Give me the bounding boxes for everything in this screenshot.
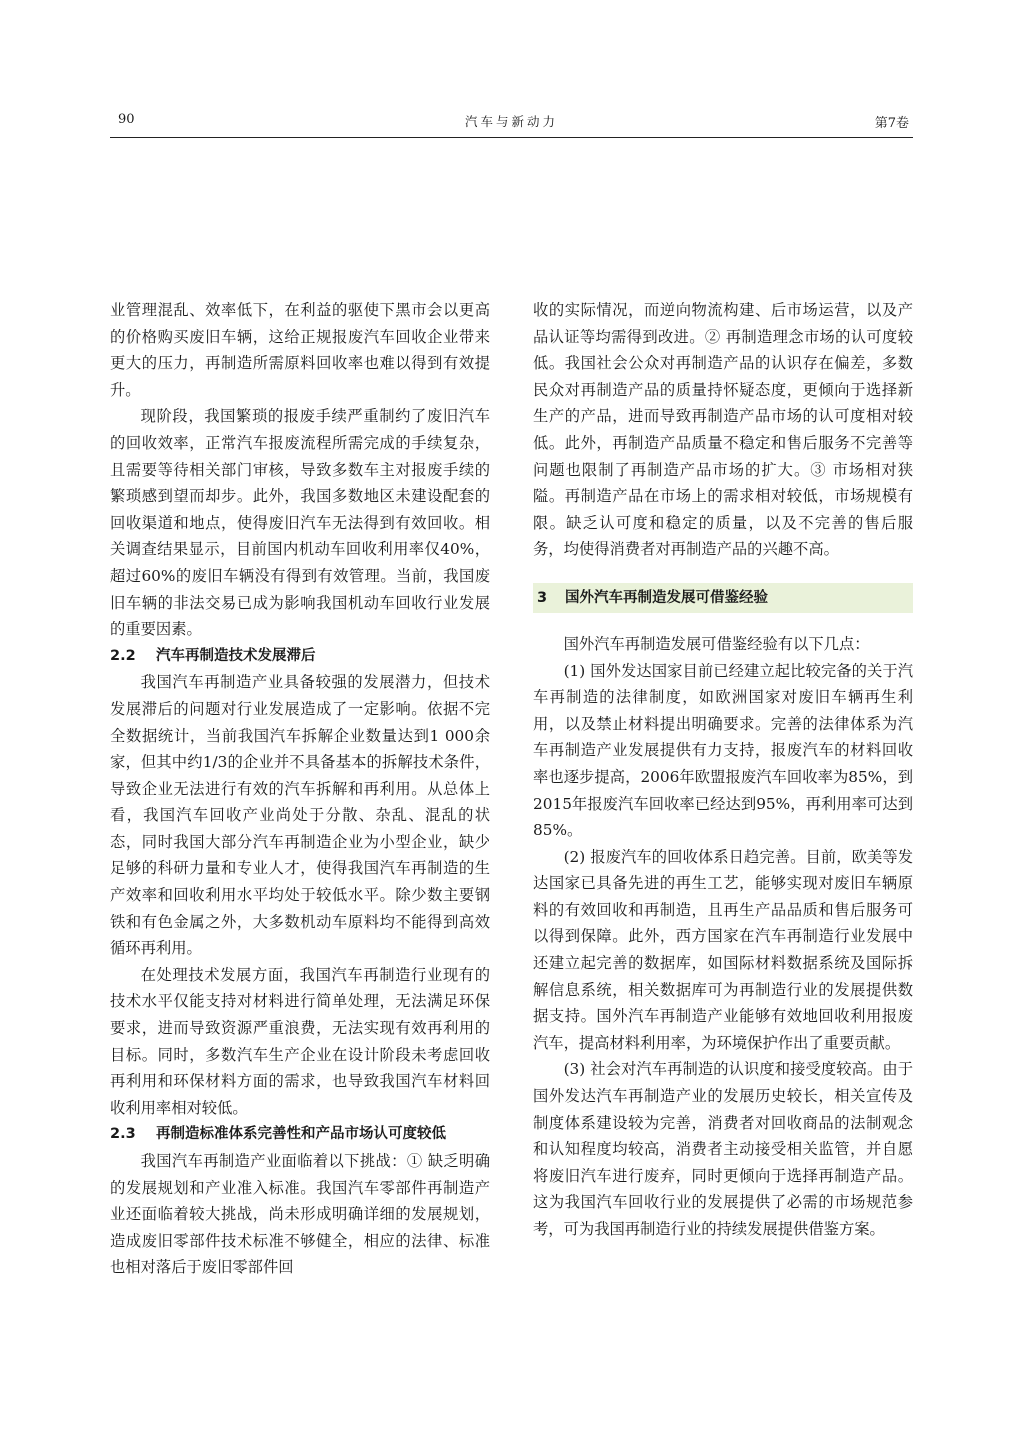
section-heading-2-3 — [110, 1121, 490, 1148]
section-number: 3 — [537, 589, 548, 606]
right-column — [533, 297, 913, 1243]
section-heading-2-2 — [110, 643, 490, 670]
paragraph: 在处理技术发展方面，我国汽车再制造行业现有的技术水平仅能支持对材料进行简单处理，无法满足环保要求，进而导致资源严重浪费，无法实现有效再利用的目标。同时，多数汽车生产企业在设计阶段未考虑回收再利用和环保材料方面的需求，也导致我国汽车材料回收利用率相对较低。 — [110, 965, 490, 1117]
paragraph: 业管理混乱、效率低下，在利益的驱使下黑市会以更高的价格购买废旧车辆，这给正规报废汽车回收企业带来更大的压力，再制造所需原料回收率也难以得到有效提升。 — [110, 301, 490, 399]
section-number: 2.2 — [110, 647, 136, 664]
left-column — [110, 297, 490, 1281]
section-number: 2.3 — [110, 1126, 136, 1143]
paragraph: 现阶段，我国繁琐的报废手续严重制约了废旧汽车的回收效率，正常汽车报废流程所需完成的手续复杂，且需要等待相关部门审核，导致多数车主对报废手续的繁琐感到望而却步。此外，我国多数地区未建设配套的回收渠道和地点，使得废旧汽车无法得到有效回收。相关调查结果显示，目前国内机动车回收利用率仅40%，超过60%的废旧车辆没有得到有效管理。当前，我国废旧车辆的非法交易已成为影响我国机动车回收行业发展的重要因素。 — [110, 407, 490, 639]
section-title: 国外汽车再制造发展可借鉴经验 — [565, 589, 768, 606]
paragraph: 我国汽车再制造产业面临着以下挑战：① 缺乏明确的发展规划和产业准入标准。我国汽车零部件再制造产业还面临着较大挑战，尚未形成明确详细的发展规划，造成废旧零部件技术标准不够健全，相应的法律、标准也相对落后于废旧零部件回 — [110, 1152, 490, 1277]
paragraph: (3) 社会对汽车再制造的认识度和接受度较高。由于国外发达汽车再制造产业的发展历史较长，相关宣传及制度体系建设较为完善，消费者对回收商品的法制观念和认知程度均较高，消费者主动接受相关监管，并自愿将废旧汽车进行废弃，同时更倾向于选择再制造产品。这为我国汽车回收行业的发展提供了必需的市场规范参考，可为我国再制造行业的持续发展提供借鉴方案。 — [533, 1060, 913, 1238]
section-title: 再制造标准体系完善性和产品市场认可度较低 — [156, 1126, 446, 1143]
paragraph: 我国汽车再制造产业具备较强的发展潜力，但技术发展滞后的问题对行业发展造成了一定影响。依据不完全数据统计，当前我国汽车拆解企业数量达到1 000余家，但其中约1/3的企业并不具备基本的拆解技术条件，导致企业无法进行有效的汽车拆解和再利用。从总体上看，我国汽车回收产业尚处于分散、杂乱、混乱的状态，同时我国大部分汽车再制造企业为小型企业，缺少足够的科研力量和专业人才，使得我国汽车再制造的生产效率和回收利用水平均处于较低水平。除少数主要钢铁和有色金属之外，大多数机动车原料均不能得到高效循环再利用。 — [110, 673, 490, 958]
section-title: 汽车再制造技术发展滞后 — [156, 647, 316, 664]
paragraph: (2) 报废汽车的回收体系日趋完善。目前，欧美等发达国家已具备先进的再生工艺，能够实现对废旧车辆原料的有效回收和再制造，且再生产品品质和售后服务可以得到保障。此外，西方国家在汽车再制造行业发展中还建立起完善的数据库，如国际材料数据系统及国际拆解信息系统，相关数据库可为再制造行业的发展提供数据支持。国外汽车再制造产业能够有效地回收利用报废汽车，提高材料利用率，为环境保护作出了重要贡献。 — [533, 847, 913, 1052]
volume-label: 第7卷 — [874, 116, 909, 131]
section-heading-3 — [533, 583, 913, 613]
header-rule — [110, 137, 913, 138]
running-header — [110, 112, 913, 138]
journal-title: 汽车与新动力 — [464, 114, 558, 129]
paragraph: 收的实际情况，而逆向物流构建、后市场运营，以及产品认证等均需得到改进。② 再制造理念市场的认可度较低。我国社会公众对再制造产品的认识存在偏差，多数民众对再制造产品的质量持怀疑态度，更倾向于选择新生产的产品，进而导致再制造产品市场的认可度相对较低。此外，再制造产品质量不稳定和售后服务不完善等问题也限制了再制造产品市场的扩大。③ 市场相对狭隘。再制造产品在市场上的需求相对较低，市场规模有限。缺乏认可度和稳定的质量，以及不完善的售后服务，均使得消费者对再制造产品的兴趣不高。 — [533, 301, 913, 559]
paragraph: 国外汽车再制造发展可借鉴经验有以下几点： — [563, 634, 870, 653]
paragraph: (1) 国外发达国家目前已经建立起比较完备的关于汽车再制造的法律制度，如欧洲国家对废旧车辆再生利用，以及禁止材料提出明确要求。完善的法律体系为汽车再制造产业发展提供有力支持，报废汽车的材料回收率也逐步提高，2006年欧盟报废汽车回收率为85%，到2015年报废汽车回收率已经达到95%，再利用率可达到85%。 — [533, 661, 913, 840]
page-number: 90 — [118, 112, 135, 127]
